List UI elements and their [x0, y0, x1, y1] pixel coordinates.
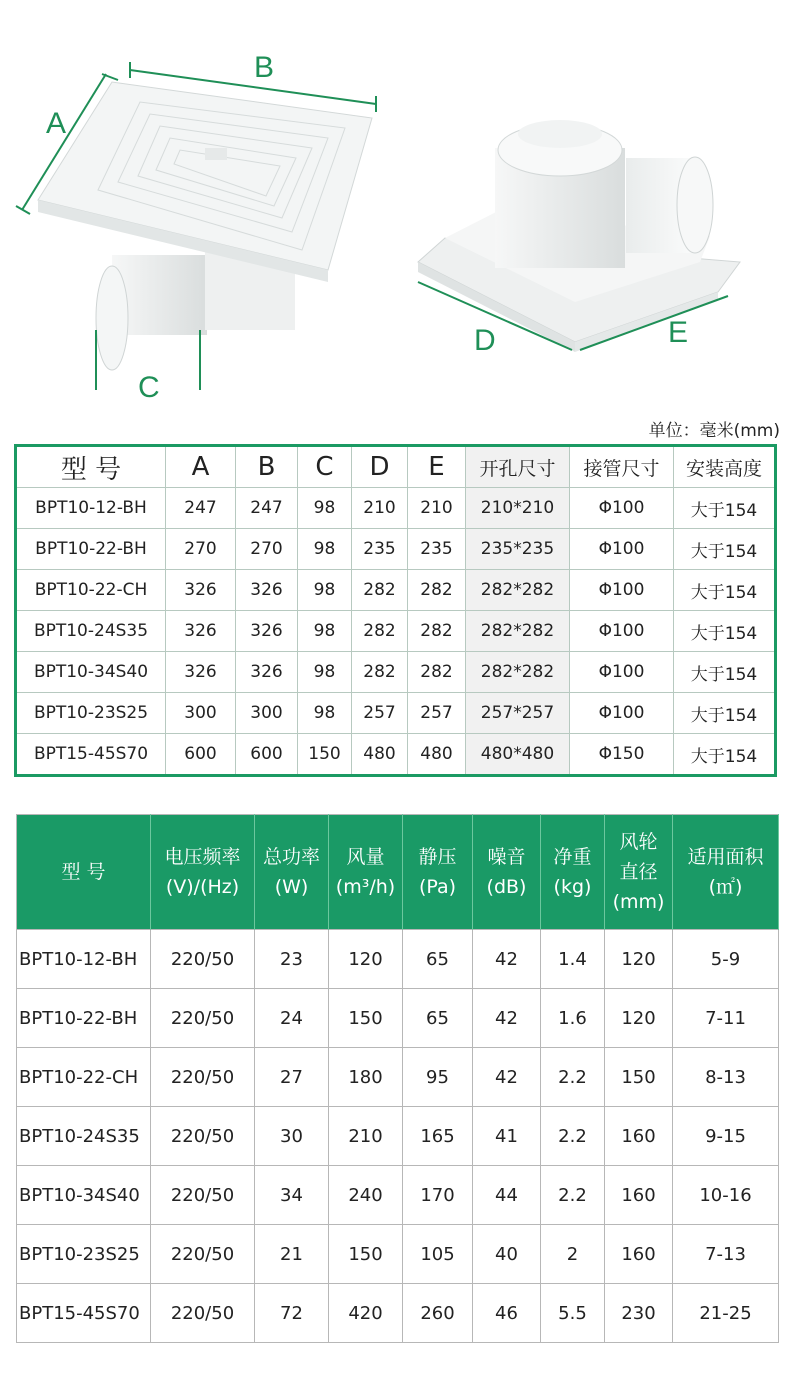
- performance-row: [17, 930, 779, 989]
- cell-static-pressure: 65: [403, 989, 473, 1048]
- performance-row: [17, 1166, 779, 1225]
- cell-install-height: 大于154: [674, 611, 776, 652]
- unit-note: 单位：毫米(mm): [648, 421, 780, 441]
- cell-install-height: 大于154: [674, 734, 776, 776]
- cell-net-weight: 5.5: [541, 1284, 605, 1343]
- cell-voltage-frequency: 220/50: [151, 1284, 255, 1343]
- cell-total-power: 72: [255, 1284, 329, 1343]
- cell-model: BPT10-12-BH: [16, 488, 166, 529]
- cell-opening-size: 282*282: [466, 570, 570, 611]
- cell-applicable-area: 21-25: [673, 1284, 779, 1343]
- cell-model: BPT10-24S35: [16, 611, 166, 652]
- cell-model: BPT10-22-BH: [17, 989, 151, 1048]
- dimensions-row: [16, 570, 776, 611]
- cell-a: 600: [166, 734, 236, 776]
- cell-a: 247: [166, 488, 236, 529]
- dimension-label-a: A: [46, 107, 67, 140]
- cell-d: 235: [352, 529, 408, 570]
- header-b: B: [236, 446, 298, 488]
- dimension-label-b: B: [254, 51, 275, 84]
- cell-pipe-size: Φ100: [570, 529, 674, 570]
- dimension-label-d: D: [474, 324, 496, 357]
- cell-noise: 44: [473, 1166, 541, 1225]
- header-a: A: [166, 446, 236, 488]
- fan-front-illustration: [38, 82, 372, 370]
- header-line: (dB): [486, 876, 527, 898]
- cell-pipe-size: Φ150: [570, 734, 674, 776]
- cell-pipe-size: Φ100: [570, 570, 674, 611]
- header-net-weight: [541, 815, 605, 930]
- cell-voltage-frequency: 220/50: [151, 1166, 255, 1225]
- header-model: [17, 815, 151, 930]
- dimensions-row: [16, 611, 776, 652]
- dimension-label-e: E: [668, 316, 689, 349]
- header-line: (kg): [553, 876, 592, 898]
- cell-total-power: 27: [255, 1048, 329, 1107]
- cell-static-pressure: 95: [403, 1048, 473, 1107]
- product-illustrations: [0, 0, 790, 410]
- cell-c: 98: [298, 488, 352, 529]
- dimensions-row: [16, 734, 776, 776]
- cell-impeller-diameter: 230: [605, 1284, 673, 1343]
- cell-impeller-diameter: 160: [605, 1107, 673, 1166]
- cell-static-pressure: 170: [403, 1166, 473, 1225]
- cell-model: BPT15-45S70: [16, 734, 166, 776]
- cell-pipe-size: Φ100: [570, 693, 674, 734]
- cell-model: BPT10-34S40: [17, 1166, 151, 1225]
- cell-b: 326: [236, 611, 298, 652]
- cell-a: 326: [166, 611, 236, 652]
- cell-model: BPT10-22-CH: [16, 570, 166, 611]
- header-line: 风轮: [619, 831, 658, 853]
- cell-impeller-diameter: 160: [605, 1166, 673, 1225]
- cell-e: 282: [408, 652, 466, 693]
- cell-net-weight: 2.2: [541, 1166, 605, 1225]
- cell-d: 210: [352, 488, 408, 529]
- cell-voltage-frequency: 220/50: [151, 1225, 255, 1284]
- cell-total-power: 24: [255, 989, 329, 1048]
- header-c: C: [298, 446, 352, 488]
- cell-net-weight: 1.4: [541, 930, 605, 989]
- cell-net-weight: 2.2: [541, 1048, 605, 1107]
- cell-air-volume: 210: [329, 1107, 403, 1166]
- cell-pipe-size: Φ100: [570, 611, 674, 652]
- cell-applicable-area: 8-13: [673, 1048, 779, 1107]
- cell-total-power: 21: [255, 1225, 329, 1284]
- header-opening-size: 开孔尺寸: [466, 446, 570, 488]
- cell-b: 600: [236, 734, 298, 776]
- cell-install-height: 大于154: [674, 570, 776, 611]
- cell-applicable-area: 5-9: [673, 930, 779, 989]
- dimensions-row: [16, 488, 776, 529]
- cell-model: BPT10-22-CH: [17, 1048, 151, 1107]
- cell-pipe-size: Φ100: [570, 652, 674, 693]
- cell-b: 300: [236, 693, 298, 734]
- cell-d: 282: [352, 652, 408, 693]
- cell-a: 270: [166, 529, 236, 570]
- header-line: (㎡): [708, 876, 743, 898]
- cell-static-pressure: 65: [403, 930, 473, 989]
- cell-static-pressure: 165: [403, 1107, 473, 1166]
- header-line: (V)/(Hz): [165, 876, 240, 898]
- cell-install-height: 大于154: [674, 652, 776, 693]
- header-air-volume: [329, 815, 403, 930]
- cell-opening-size: 282*282: [466, 611, 570, 652]
- cell-c: 98: [298, 652, 352, 693]
- cell-opening-size: 235*235: [466, 529, 570, 570]
- cell-b: 326: [236, 652, 298, 693]
- cell-air-volume: 150: [329, 989, 403, 1048]
- dimensions-row: [16, 693, 776, 734]
- header-line: 电压频率: [164, 846, 241, 868]
- header-d: D: [352, 446, 408, 488]
- cell-e: 282: [408, 570, 466, 611]
- cell-a: 300: [166, 693, 236, 734]
- performance-header-row: [17, 815, 779, 930]
- cell-noise: 41: [473, 1107, 541, 1166]
- dimensions-row: [16, 652, 776, 693]
- cell-c: 98: [298, 570, 352, 611]
- cell-net-weight: 2.2: [541, 1107, 605, 1166]
- cell-opening-size: 257*257: [466, 693, 570, 734]
- cell-install-height: 大于154: [674, 693, 776, 734]
- cell-noise: 40: [473, 1225, 541, 1284]
- dimensions-table: [14, 444, 777, 777]
- cell-c: 150: [298, 734, 352, 776]
- header-static-pressure: [403, 815, 473, 930]
- header-line: (mm): [612, 891, 665, 913]
- cell-voltage-frequency: 220/50: [151, 1048, 255, 1107]
- cell-impeller-diameter: 120: [605, 989, 673, 1048]
- cell-model: BPT10-23S25: [17, 1225, 151, 1284]
- cell-voltage-frequency: 220/50: [151, 1107, 255, 1166]
- header-line: 净重: [553, 846, 592, 868]
- header-line: 静压: [418, 846, 457, 868]
- cell-noise: 42: [473, 1048, 541, 1107]
- cell-e: 257: [408, 693, 466, 734]
- cell-voltage-frequency: 220/50: [151, 989, 255, 1048]
- cell-air-volume: 240: [329, 1166, 403, 1225]
- performance-row: [17, 1225, 779, 1284]
- header-line: 直径: [619, 861, 658, 883]
- header-line: 总功率: [262, 846, 320, 868]
- header-noise: [473, 815, 541, 930]
- cell-model: BPT10-12-BH: [17, 930, 151, 989]
- cell-air-volume: 150: [329, 1225, 403, 1284]
- cell-e: 282: [408, 611, 466, 652]
- cell-install-height: 大于154: [674, 529, 776, 570]
- header-line: 风量: [346, 846, 385, 868]
- cell-d: 282: [352, 611, 408, 652]
- cell-applicable-area: 10-16: [673, 1166, 779, 1225]
- dimension-label-c: C: [138, 371, 160, 404]
- cell-noise: 46: [473, 1284, 541, 1343]
- cell-model: BPT15-45S70: [17, 1284, 151, 1343]
- cell-impeller-diameter: 160: [605, 1225, 673, 1284]
- cell-voltage-frequency: 220/50: [151, 930, 255, 989]
- cell-applicable-area: 7-13: [673, 1225, 779, 1284]
- cell-air-volume: 120: [329, 930, 403, 989]
- cell-impeller-diameter: 150: [605, 1048, 673, 1107]
- header-pipe-size: 接管尺寸: [570, 446, 674, 488]
- cell-total-power: 30: [255, 1107, 329, 1166]
- dimensions-row: [16, 529, 776, 570]
- header-line: (m³/h): [335, 876, 396, 898]
- fan-rear-illustration: [418, 120, 740, 352]
- cell-noise: 42: [473, 930, 541, 989]
- header-line: 噪音: [487, 846, 526, 868]
- header-line: (W): [274, 876, 309, 898]
- header-voltage-frequency: [151, 815, 255, 930]
- cell-applicable-area: 9-15: [673, 1107, 779, 1166]
- cell-total-power: 23: [255, 930, 329, 989]
- header-line: 适用面积: [687, 846, 764, 868]
- cell-total-power: 34: [255, 1166, 329, 1225]
- cell-model: BPT10-22-BH: [16, 529, 166, 570]
- cell-e: 480: [408, 734, 466, 776]
- header-e: E: [408, 446, 466, 488]
- cell-b: 247: [236, 488, 298, 529]
- cell-static-pressure: 260: [403, 1284, 473, 1343]
- cell-air-volume: 420: [329, 1284, 403, 1343]
- cell-a: 326: [166, 652, 236, 693]
- header-install-height: 安装高度: [674, 446, 776, 488]
- cell-b: 270: [236, 529, 298, 570]
- performance-row: [17, 1048, 779, 1107]
- cell-d: 480: [352, 734, 408, 776]
- cell-noise: 42: [473, 989, 541, 1048]
- performance-row: [17, 1107, 779, 1166]
- cell-opening-size: 210*210: [466, 488, 570, 529]
- header-line: 型 号: [61, 861, 106, 883]
- cell-d: 257: [352, 693, 408, 734]
- cell-model: BPT10-24S35: [17, 1107, 151, 1166]
- cell-net-weight: 1.6: [541, 989, 605, 1048]
- cell-b: 326: [236, 570, 298, 611]
- cell-pipe-size: Φ100: [570, 488, 674, 529]
- cell-opening-size: 480*480: [466, 734, 570, 776]
- cell-static-pressure: 105: [403, 1225, 473, 1284]
- header-applicable-area: [673, 815, 779, 930]
- cell-d: 282: [352, 570, 408, 611]
- header-total-power: [255, 815, 329, 930]
- cell-e: 235: [408, 529, 466, 570]
- cell-c: 98: [298, 611, 352, 652]
- header-impeller-diameter: [605, 815, 673, 930]
- cell-e: 210: [408, 488, 466, 529]
- cell-applicable-area: 7-11: [673, 989, 779, 1048]
- cell-opening-size: 282*282: [466, 652, 570, 693]
- performance-row: [17, 1284, 779, 1343]
- performance-table: [16, 814, 779, 1343]
- cell-model: BPT10-23S25: [16, 693, 166, 734]
- cell-c: 98: [298, 693, 352, 734]
- header-model: 型 号: [16, 446, 166, 488]
- header-line: (Pa): [418, 876, 457, 898]
- cell-a: 326: [166, 570, 236, 611]
- cell-impeller-diameter: 120: [605, 930, 673, 989]
- performance-row: [17, 989, 779, 1048]
- cell-install-height: 大于154: [674, 488, 776, 529]
- cell-net-weight: 2: [541, 1225, 605, 1284]
- cell-model: BPT10-34S40: [16, 652, 166, 693]
- cell-c: 98: [298, 529, 352, 570]
- cell-air-volume: 180: [329, 1048, 403, 1107]
- dimensions-header-row: [16, 446, 776, 488]
